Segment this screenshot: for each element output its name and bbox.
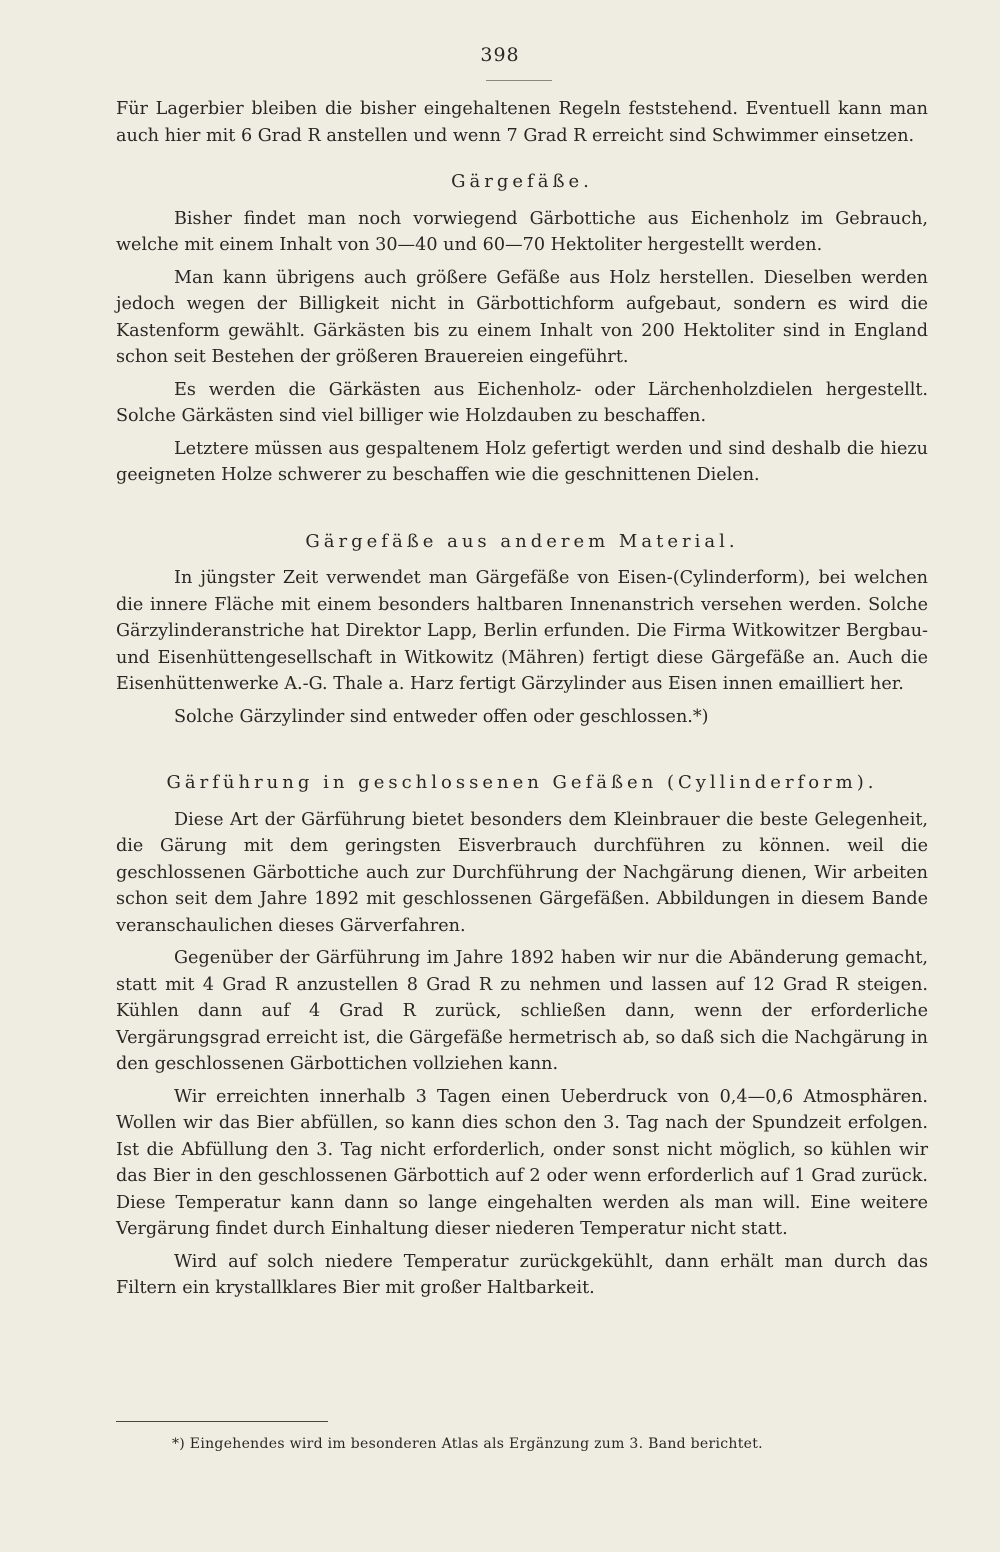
paragraph: Bisher findet man noch vorwiegend Gärbottiche aus Eichenholz im Gebrauch, welche mit einem Inhalt von 30—40 und 60—70 Hektoliter hergestellt werden. (116, 208, 928, 255)
paragraph: Man kann übrigens auch größere Gefäße aus Holz herstellen. Dieselben werden jedoch wegen der Billigkeit nicht in Gärbottichform aufgebaut, sondern es wird die Kastenform gewählt. Gärkästen bis zu einem Inhalt von 200 Hektoliter sind in England schon seit Bestehen der größeren Brauereien eingeführt. (116, 267, 928, 367)
paragraph: Gegenüber der Gärführung im Jahre 1892 haben wir nur die Abänderung gemacht, statt mit 4 Grad R anzustellen 8 Grad R zu nehmen und lassen auf 12 Grad R steigen. Kühlen dann auf 4 Grad R zurück, schließen dann, wenn der erforderliche Vergärungsgrad erreicht ist, die Gärgefäße hermetrisch ab, so daß sich die Nachgärung in den geschlossenen Gärbottichen vollziehen kann. (116, 948, 928, 1074)
section-heading-gaergefaesse: Gärgefäße. (451, 171, 593, 192)
intro-paragraph: Für Lagerbier bleiben die bisher eingehaltenen Regeln feststehend. Eventuell kann man auch hier mit 6 Grad R anstellen und wenn 7 Grad R erreicht sind Schwimmer einsetzen. (116, 99, 928, 146)
section-heading-anderem-material: Gärgefäße aus anderem Material. (305, 530, 739, 552)
paragraph: Es werden die Gärkästen aus Eichenholz- oder Lärchenholzdielen hergestellt. Solche Gärkästen sind viel billiger wie Holzdauben zu beschaffen. (116, 379, 928, 426)
paragraph: Diese Art der Gärführung bietet besonders dem Kleinbrauer die beste Gelegenheit, die Gärung mit dem geringsten Eisverbrauch durchführen zu können. weil die geschlossenen Gärbottiche auch zur Durchführung der Nachgärung dienen, Wir arbeiten schon seit dem Jahre 1892 mit geschlossenen Gärgefäßen. Abbildungen in diesem Bande veranschaulichen dieses Gärverfahren. (116, 809, 928, 936)
section-heading-gaerfuehrung: Gärführung in geschlossenen Gefäßen (Cyllinderform). (166, 772, 878, 793)
page-number: 398 (480, 44, 520, 66)
footnote-rule (116, 1421, 328, 1422)
footnote: *) Eingehendes wird im besonderen Atlas als Ergänzung zum 3. Band berichtet. (172, 1436, 763, 1452)
paragraph: Wird auf solch niedere Temperatur zurückgekühlt, dann erhält man durch das Filtern ein krystallklares Bier mit großer Haltbarkeit. (116, 1251, 928, 1298)
paragraph: Solche Gärzylinder sind entweder offen oder geschlossen.*) (174, 706, 709, 727)
paragraph: Wir erreichten innerhalb 3 Tagen einen Ueberdruck von 0,4—0,6 Atmosphären. Wollen wir das Bier abfüllen, so kann dies schon den 3. Tag nach der Spundzeit erfolgen. Ist die Abfüllung den 3. Tag nicht erforderlich, onder sonst nicht möglich, so kühlen wir das Bier in den geschlossenen Gärbottich auf 2 oder wenn erforderlich auf 1 Grad zurück. Diese Temperatur kann dann so lange eingehalten werden als man will. Eine weitere Vergärung findet durch Einhaltung dieser niederen Temperatur nicht statt. (116, 1086, 928, 1239)
page-body (116, 96, 928, 1308)
paragraph: Letztere müssen aus gespaltenem Holz gefertigt werden und sind deshalb die hiezu geeigneten Holze schwerer zu beschaffen wie die geschnittenen Dielen. (116, 438, 928, 485)
paragraph: In jüngster Zeit verwendet man Gärgefäße von Eisen-(Cylinderform), bei welchen die innere Fläche mit einem besonders haltbaren Innenanstrich versehen werden. Solche Gärzylinderanstriche hat Direktor Lapp, Berlin erfunden. Die Firma Witkowitzer Bergbau- und Eisenhüttengesellschaft in Witkowitz (Mähren) fertigt diese Gärgefäße an. Auch die Eisenhüttenwerke A.-G. Thale a. Harz fertigt Gärzylinder aus Eisen innen emailliert her. (116, 568, 928, 694)
page-number-rule (486, 80, 552, 81)
